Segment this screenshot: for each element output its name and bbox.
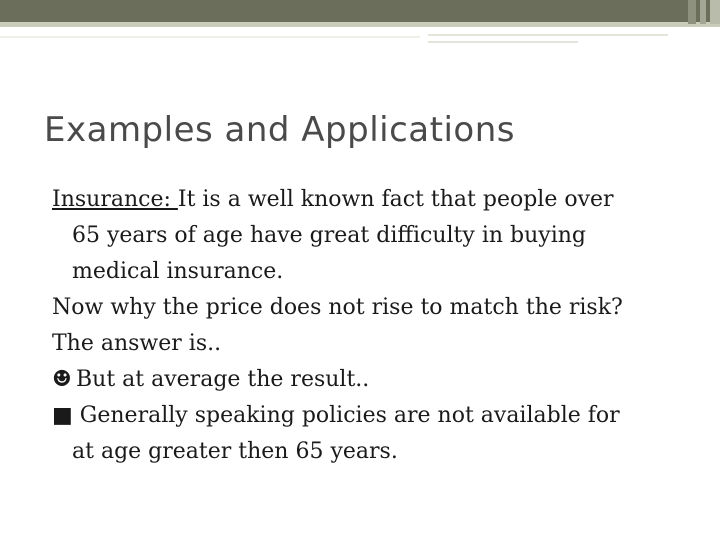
top-decorative-bar: [0, 0, 720, 22]
corner-accent-block: [700, 0, 706, 24]
corner-accent-block: [688, 0, 696, 24]
decorative-line: [428, 41, 578, 43]
body-line-text: The answer is..: [52, 331, 222, 356]
body-line: [52, 398, 702, 434]
body-line-text: It is a well known fact that people over: [177, 187, 614, 212]
body-line: [52, 182, 702, 218]
decorative-line: [428, 34, 668, 36]
body-line: [52, 434, 702, 470]
insurance-label: Insurance:: [52, 187, 178, 212]
body-line-text: But at average the result..: [76, 367, 370, 392]
top-decorative-stripe: [0, 22, 720, 27]
body-line-text: at age greater then 65 years.: [72, 439, 398, 464]
body-line-text: medical insurance.: [72, 259, 284, 284]
corner-accent-block: [710, 0, 720, 24]
body-line: [52, 218, 702, 254]
body-line: [52, 326, 702, 362]
body-line: [52, 290, 702, 326]
smiley-bullet-icon: ☻: [52, 367, 72, 392]
slide-body: [52, 182, 702, 470]
body-line-text: 65 years of age have great difficulty in buying: [72, 223, 586, 248]
body-line: [52, 254, 702, 290]
body-line-text: Now why the price does not rise to match the risk?: [52, 295, 623, 320]
slide-title: Examples and Applications: [44, 110, 515, 150]
square-bullet-icon: ■: [52, 403, 73, 428]
body-line: [52, 362, 702, 398]
body-line-text: Generally speaking policies are not available for: [72, 403, 620, 428]
decorative-line: [0, 36, 420, 38]
